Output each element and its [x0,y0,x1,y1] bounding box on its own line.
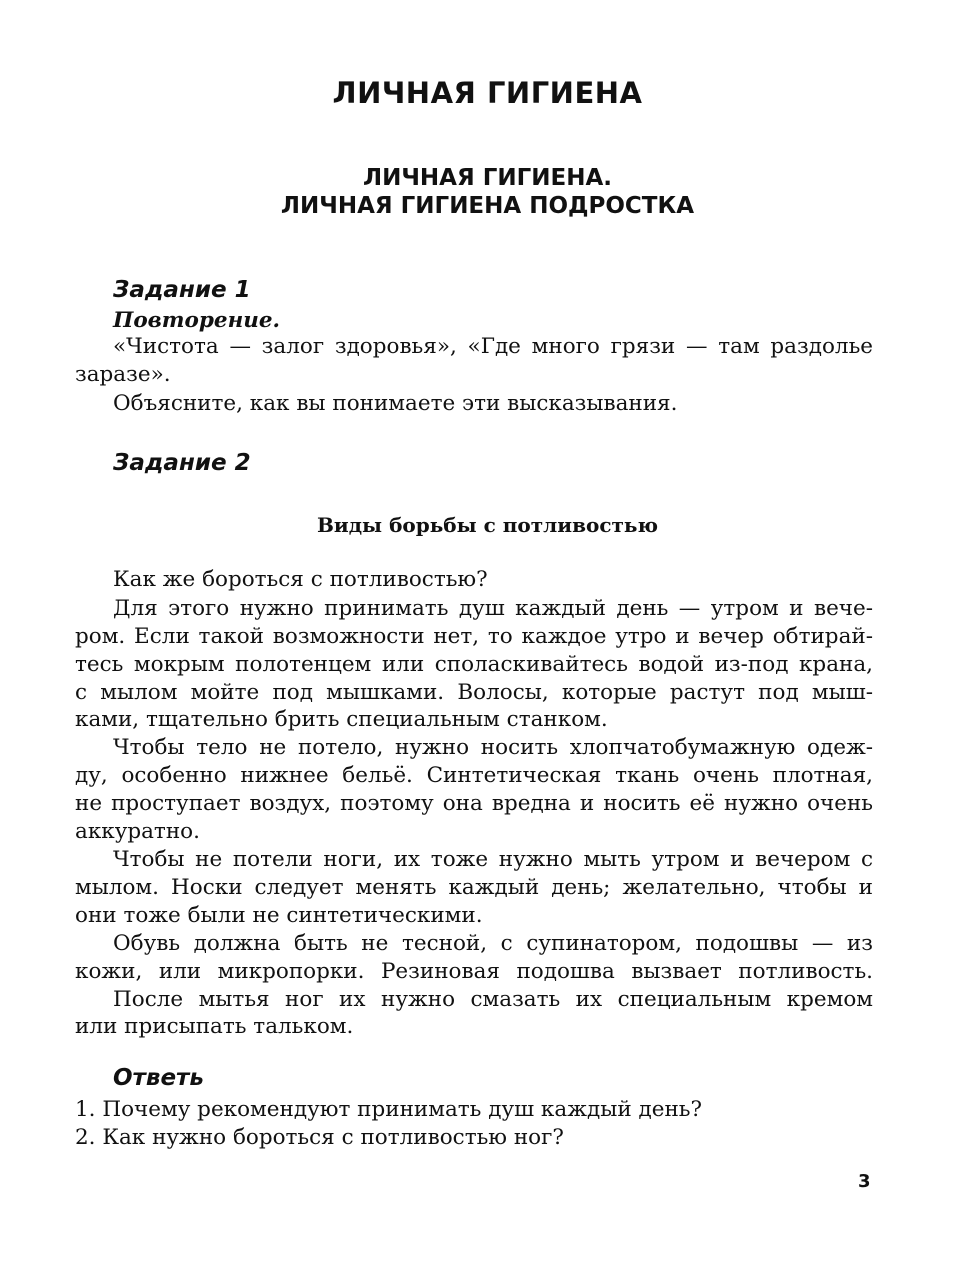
answer-question-1: 1. Почему рекомендуют принимать душ каждый день? [75,1097,703,1122]
task-1-heading: Задание 1 [113,277,251,303]
task-2-heading: Задание 2 [113,450,251,476]
text-line: Чтобы тело не потело, нужно носить хлопчатобумажную одеж- [113,735,873,760]
text-line: или присыпать тальком. [75,1014,354,1039]
text-line: кожи, или микропорки. Резиновая подошва вызвает потливость. [75,959,873,984]
text-line: не проступает воздух, поэтому она вредна и носить её нужно очень [75,791,873,816]
text-line: Для этого нужно принимать душ каждый день — утром и вече- [113,596,873,621]
subtitle-line-2: ЛИЧНАЯ ГИГИЕНА ПОДРОСТКА [280,193,695,219]
text-line: аккуратно. [75,819,200,844]
text-line: ду, особенно нижнее бельё. Синтетическая ткань очень плотная, [75,763,873,788]
task-1-quote-line-1: «Чистота — залог здоровья», «Где много грязи — там раздолье [113,334,873,359]
text-line: тесь мокрым полотенцем или споласкивайтесь водой из-под крана, [75,652,873,677]
text-line: с мылом мойте под мышками. Волосы, которые растут под мыш- [75,680,873,705]
task-1-label: Повторение. [113,308,281,333]
subtitle-line-1: ЛИЧНАЯ ГИГИЕНА. [362,165,612,191]
answer-heading: Ответь [113,1065,204,1091]
answer-question-2: 2. Как нужно бороться с потливостью ног? [75,1125,564,1150]
text-line: ками, тщательно брить специальным станком. [75,707,608,732]
text-line: мылом. Носки следует менять каждый день; желательно, чтобы и [75,875,873,900]
text-line: Чтобы не потели ноги, их тоже нужно мыть утром и вечером с [113,847,873,872]
text-line: они тоже были не синтетическими. [75,903,483,928]
page-title: ЛИЧНАЯ ГИГИЕНА [332,76,643,110]
text-line: ром. Если такой возможности нет, то каждое утро и вечер обтирай- [75,624,873,649]
task-1-quote-line-2: заразе». [75,362,171,387]
text-line: После мытья ног их нужно смазать их специальным кремом [113,987,873,1012]
task-1-question: Объясните, как вы понимаете эти высказывания. [113,391,678,416]
section-title: Виды борьбы с потливостью [316,513,658,537]
text-line: Обувь должна быть не тесной, с супинатором, подошвы — из [113,931,873,956]
text-line: Как же бороться с потливостью? [113,567,488,592]
page-number: 3 [858,1171,871,1192]
